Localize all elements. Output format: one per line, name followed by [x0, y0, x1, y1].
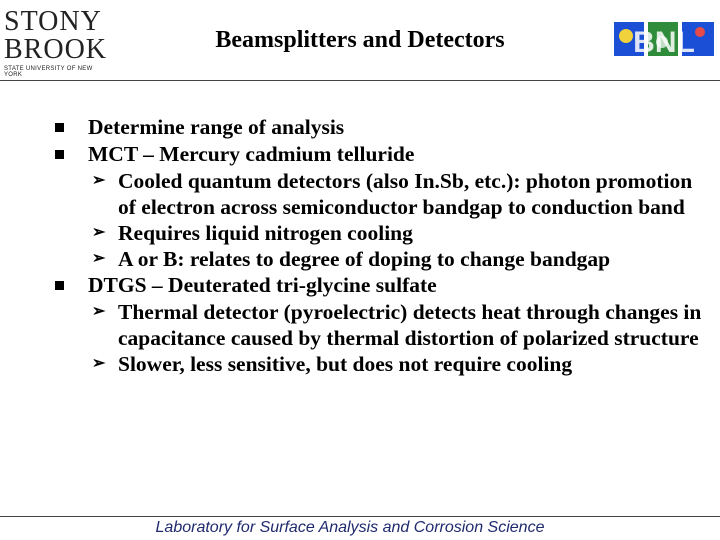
arrow-bullet-icon: ➢: [92, 224, 106, 241]
sub-bullet-text: Cooled quantum detectors (also In.Sb, etc.): photon promotion of electron across semiconductor bandgap to conduction band: [118, 169, 693, 219]
footer-divider: [0, 516, 720, 517]
bullet-text: MCT – Mercury cadmium telluride: [88, 142, 415, 166]
sub-bullet-item: [0, 220, 720, 246]
logo-line-1: STONY: [4, 6, 102, 37]
sub-bullet-text: Thermal detector (pyroelectric) detects heat through changes in capacitance caused by thermal distortion of polarized structure: [118, 300, 702, 350]
arrow-bullet-icon: ➢: [92, 355, 106, 372]
bullet-text: DTGS – Deuterated tri-glycine sulfate: [88, 273, 437, 297]
header-divider: [0, 80, 720, 81]
arrow-bullet-icon: ➢: [92, 303, 106, 320]
arrow-bullet-icon: ➢: [92, 172, 106, 189]
sub-bullet-item: [0, 168, 720, 220]
slide-title: Beamsplitters and Detectors: [215, 27, 505, 53]
logo-line-2: BROOK: [4, 34, 108, 65]
bullet-item: [0, 141, 720, 168]
bnl-logo: [612, 18, 718, 60]
bnl-logo-text: BNL: [633, 26, 695, 59]
square-bullet-icon: [55, 150, 64, 159]
sub-bullet-text: Requires liquid nitrogen cooling: [118, 221, 413, 245]
square-bullet-icon: [55, 281, 64, 290]
sub-bullet-text: Slower, less sensitive, but does not require cooling: [118, 352, 573, 376]
bullet-item: [0, 114, 720, 141]
footer-text: Laboratory for Surface Analysis and Corrosion Science: [155, 519, 545, 536]
sub-bullet-item: [0, 299, 720, 351]
sub-bullet-item: [0, 351, 720, 377]
bullet-item: [0, 272, 720, 299]
sub-bullet-text: A or B: relates to degree of doping to change bandgap: [118, 247, 611, 271]
bullet-list: [0, 114, 720, 377]
bnl-logo-graphic: [612, 18, 718, 60]
square-bullet-icon: [55, 123, 64, 132]
bullet-text: Determine range of analysis: [88, 115, 345, 139]
sub-bullet-item: [0, 246, 720, 272]
arrow-bullet-icon: ➢: [92, 250, 106, 267]
logo-line-3: STATE UNIVERSITY OF NEW YORK: [4, 66, 93, 78]
